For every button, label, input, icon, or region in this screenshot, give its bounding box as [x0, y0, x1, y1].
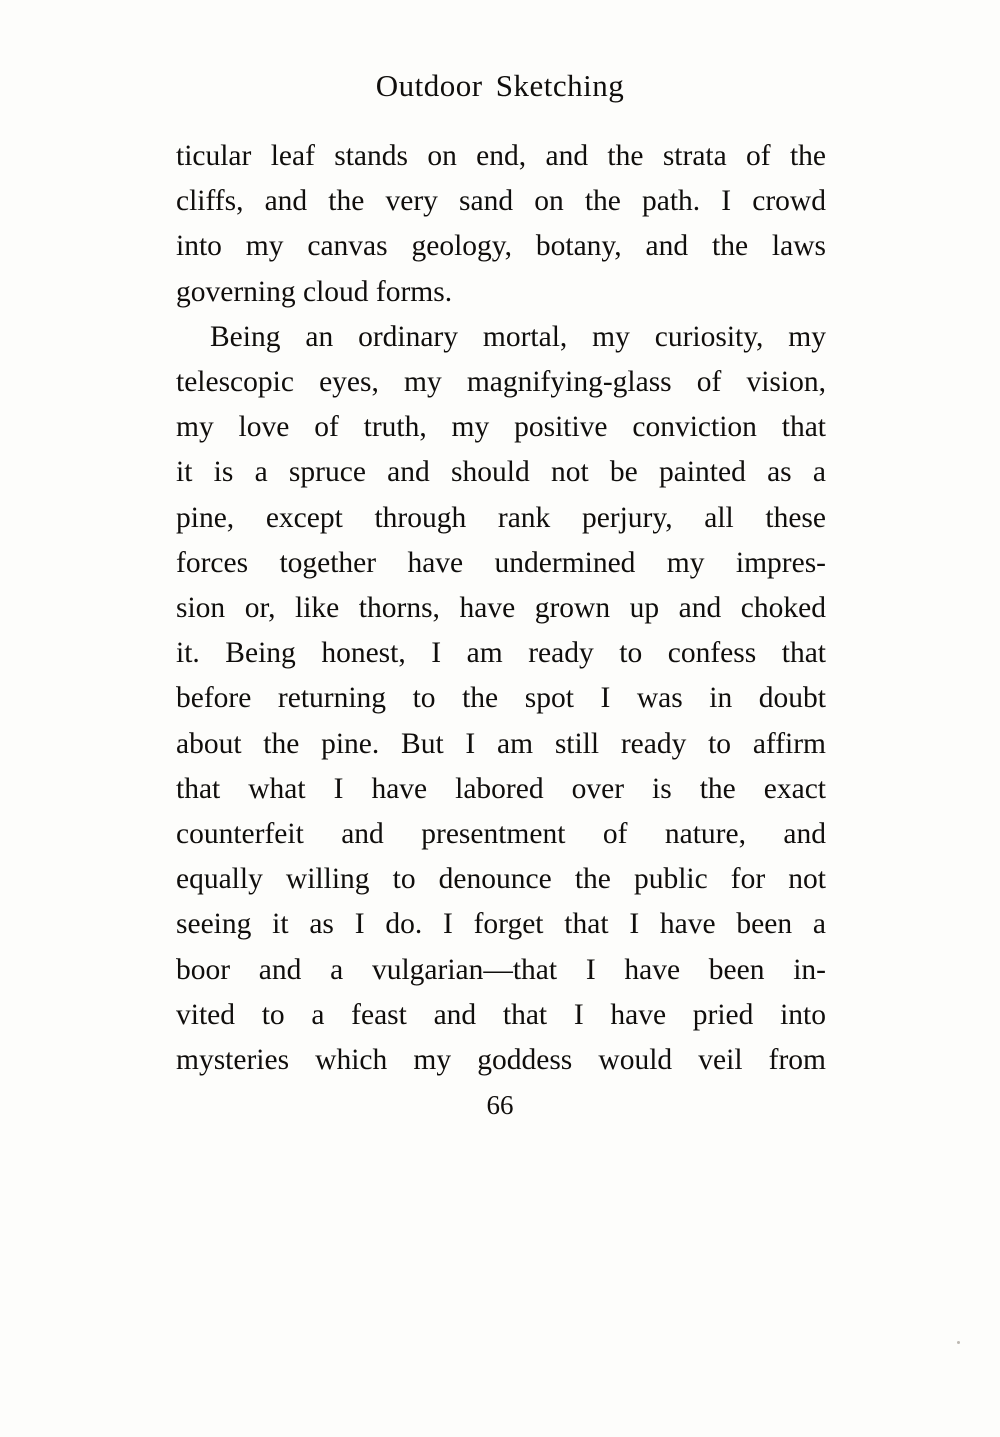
- text-line: forces together have undermined my impres-: [176, 546, 826, 579]
- text-line: pine, except through rank perjury, all these: [176, 501, 826, 534]
- text-line: ticular leaf stands on end, and the strata of the: [176, 140, 826, 172]
- text-line: into my canvas geology, botany, and the laws: [176, 230, 826, 263]
- text-line: vited to a feast and that I have pried into: [176, 998, 826, 1031]
- text-line: that what I have labored over is the exact: [176, 772, 826, 805]
- text-line: cliffs, and the very sand on the path. I crowd: [176, 185, 826, 218]
- text-line: seeing it as I do. I forget that I have been a: [176, 908, 826, 941]
- text-line: counterfeit and presentment of nature, and: [176, 818, 826, 851]
- text-line: mysteries which my goddess would veil from: [176, 1044, 826, 1077]
- text-line: governing cloud forms.: [176, 275, 453, 308]
- text-line: about the pine. But I am still ready to affirm: [176, 727, 826, 760]
- running-head: Outdoor Sketching: [375, 68, 625, 103]
- text-line: my love of truth, my positive conviction that: [176, 411, 826, 444]
- text-line: it. Being honest, I am ready to confess that: [176, 637, 826, 670]
- text-line: boor and a vulgarian—that I have been in-: [176, 953, 826, 986]
- body-text: [176, 134, 826, 1083]
- text-line-content: Being an ordinary mortal, my curiosity, my: [210, 320, 826, 353]
- page-number: 66: [486, 1090, 514, 1120]
- paragraph-2: [176, 315, 826, 1083]
- text-line: before returning to the spot I was in doubt: [176, 682, 826, 715]
- text-line: it is a spruce and should not be painted as a: [176, 456, 826, 489]
- text-line: telescopic eyes, my magnifying-glass of vision,: [176, 366, 826, 399]
- text-line: [176, 315, 826, 360]
- paragraph-1: [176, 134, 826, 315]
- text-line: sion or, like thorns, have grown up and choked: [176, 592, 826, 625]
- paper-speck: [957, 1341, 960, 1344]
- text-line: equally willing to denounce the public for not: [176, 863, 826, 896]
